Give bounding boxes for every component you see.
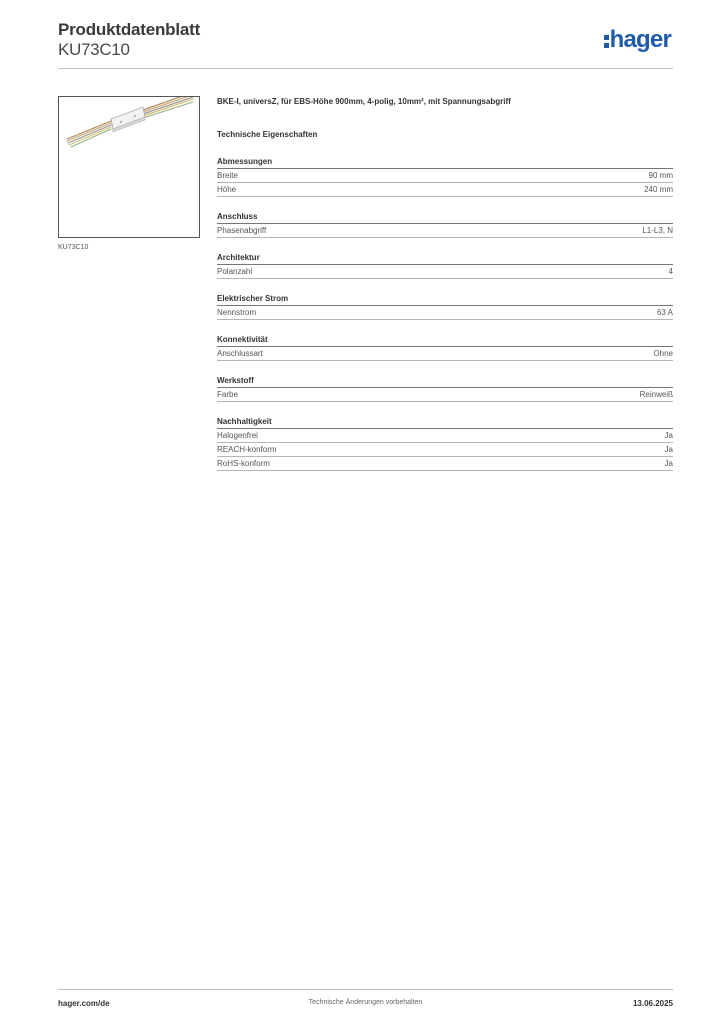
footer-notice: Technische Änderungen vorbehalten	[308, 999, 423, 1006]
property-label: Polanzahl	[217, 267, 253, 276]
property-row	[217, 169, 673, 183]
section-title: Nachhaltigkeit	[217, 416, 673, 429]
property-row	[217, 265, 673, 279]
property-label: Höhe	[217, 185, 237, 194]
property-section	[217, 211, 673, 238]
property-row	[217, 388, 673, 402]
logo-dots-icon	[604, 34, 609, 48]
section-title: Abmessungen	[217, 156, 673, 169]
property-label: Phasenabgriff	[217, 226, 267, 235]
property-value: 90 mm	[648, 171, 673, 180]
property-section	[217, 252, 673, 279]
property-value: Ohne	[653, 349, 673, 358]
property-value: 4	[668, 267, 673, 276]
property-label: Breite	[217, 171, 238, 180]
property-section	[217, 416, 673, 471]
hager-logo	[604, 27, 671, 53]
product-code: KU73C10	[58, 40, 130, 59]
product-image	[58, 96, 200, 238]
header-divider	[58, 68, 673, 69]
property-value: L1-L3, N	[642, 226, 673, 235]
section-title: Elektrischer Strom	[217, 293, 673, 306]
property-row	[217, 429, 673, 443]
product-description: BKE-I, universZ, für EBS-Höhe 900mm, 4-polig, 10mm², mit Spannungsabgriff	[217, 97, 511, 106]
busbar-product-photo-icon	[59, 97, 199, 237]
product-details	[217, 96, 673, 485]
property-value: 240 mm	[644, 185, 673, 194]
section-title: Anschluss	[217, 211, 673, 224]
property-section	[217, 156, 673, 197]
property-row	[217, 443, 673, 457]
property-value: Ja	[664, 459, 673, 468]
logo-text: hager	[609, 26, 671, 53]
property-label: Nennstrom	[217, 308, 257, 317]
image-caption: KU73C10	[58, 244, 89, 251]
property-section	[217, 293, 673, 320]
property-value: Ja	[664, 431, 673, 440]
property-section	[217, 334, 673, 361]
property-row	[217, 224, 673, 238]
page-footer	[58, 989, 673, 1020]
property-label: Anschlussart	[217, 349, 263, 358]
property-label: REACH-konform	[217, 445, 277, 454]
property-value: Ja	[664, 445, 673, 454]
property-sections	[217, 156, 673, 471]
page-title: Produktdatenblatt	[58, 20, 201, 39]
property-row	[217, 347, 673, 361]
property-value: 63 A	[656, 308, 673, 317]
footer-website[interactable]: hager.com/de	[58, 999, 110, 1008]
section-title: Konnektivität	[217, 334, 673, 347]
property-value: Reinweiß	[639, 390, 673, 399]
property-row	[217, 306, 673, 320]
property-row	[217, 183, 673, 197]
technical-properties-heading: Technische Eigenschaften	[217, 130, 318, 139]
property-label: Farbe	[217, 390, 238, 399]
property-label: Halogenfrei	[217, 431, 258, 440]
section-title: Architektur	[217, 252, 673, 265]
property-label: RoHS-konform	[217, 459, 270, 468]
property-section	[217, 375, 673, 402]
footer-date: 13.06.2025	[632, 999, 673, 1008]
property-row	[217, 457, 673, 471]
section-title: Werkstoff	[217, 375, 673, 388]
page-header	[58, 20, 673, 60]
